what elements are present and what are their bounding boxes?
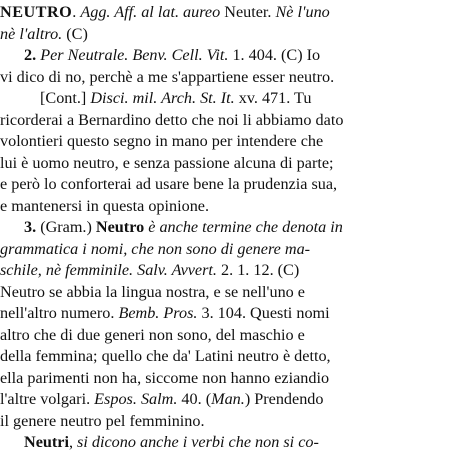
text-line-1: NEUTRO. Agg. Aff. al lat. aureo Neuter. Nè l'uno (0, 3, 330, 21)
text-line-4: vi dico di no, perchè a me s'appartiene esser neutro. (0, 67, 335, 86)
text-line-17: della femmina; quello che da' Latini neutro è detto, (0, 347, 331, 365)
text-line-14: Neutro se abbia la lingua nostra, e se nell'uno e (0, 282, 305, 301)
text-line-7: volontieri questo segno in mano per intendere che (0, 132, 324, 150)
text-line-6: ricorderai a Bernardino detto che noi li abbiamo dato (0, 110, 344, 129)
text-line-8: lui è uomo neutro, e senza passione alcuna di parte; (0, 153, 334, 172)
text-line-13: schile, nè femminile. Salv. Avvert. 2. 1. 12. (C) (0, 261, 300, 279)
text-line-16: altro che di due generi non sono, del maschio e (0, 325, 305, 344)
text-line-2: nè l'altro. (C) (0, 24, 88, 43)
text-line-21: Neutri, si dicono anche i verbi che non si co- (24, 433, 319, 451)
text-line-20: il genere neutro pel femminino. (0, 411, 205, 430)
text-line-19: l'altre volgari. Espos. Salm. 40. (Man.) Prendendo (0, 390, 324, 408)
text-line-11: 3. (Gram.) Neutro è anche termine che denota in (24, 218, 343, 236)
text-line-3: 2. Per Neutrale. Benv. Cell. Vit. 1. 404. (C) Io (24, 46, 321, 64)
text-line-12: grammatica i nomi, che non sono di genere ma- (0, 239, 311, 258)
headword: NEUTRO (0, 3, 73, 21)
text-line-5: [Cont.] Disci. mil. Arch. St. It. xv. 471. Tu (40, 89, 312, 107)
text-line-10: e mantenersi in questa opinione. (0, 196, 210, 215)
text-line-15: nell'altro numero. Bemb. Pros. 3. 104. Questi nomi (0, 304, 330, 322)
text-line-9: e però lo conforterai ad usare bene la prudenzia sua, (0, 175, 338, 193)
text-line-18: ella parimenti non ha, siccome non hanno eziandio (0, 368, 330, 387)
